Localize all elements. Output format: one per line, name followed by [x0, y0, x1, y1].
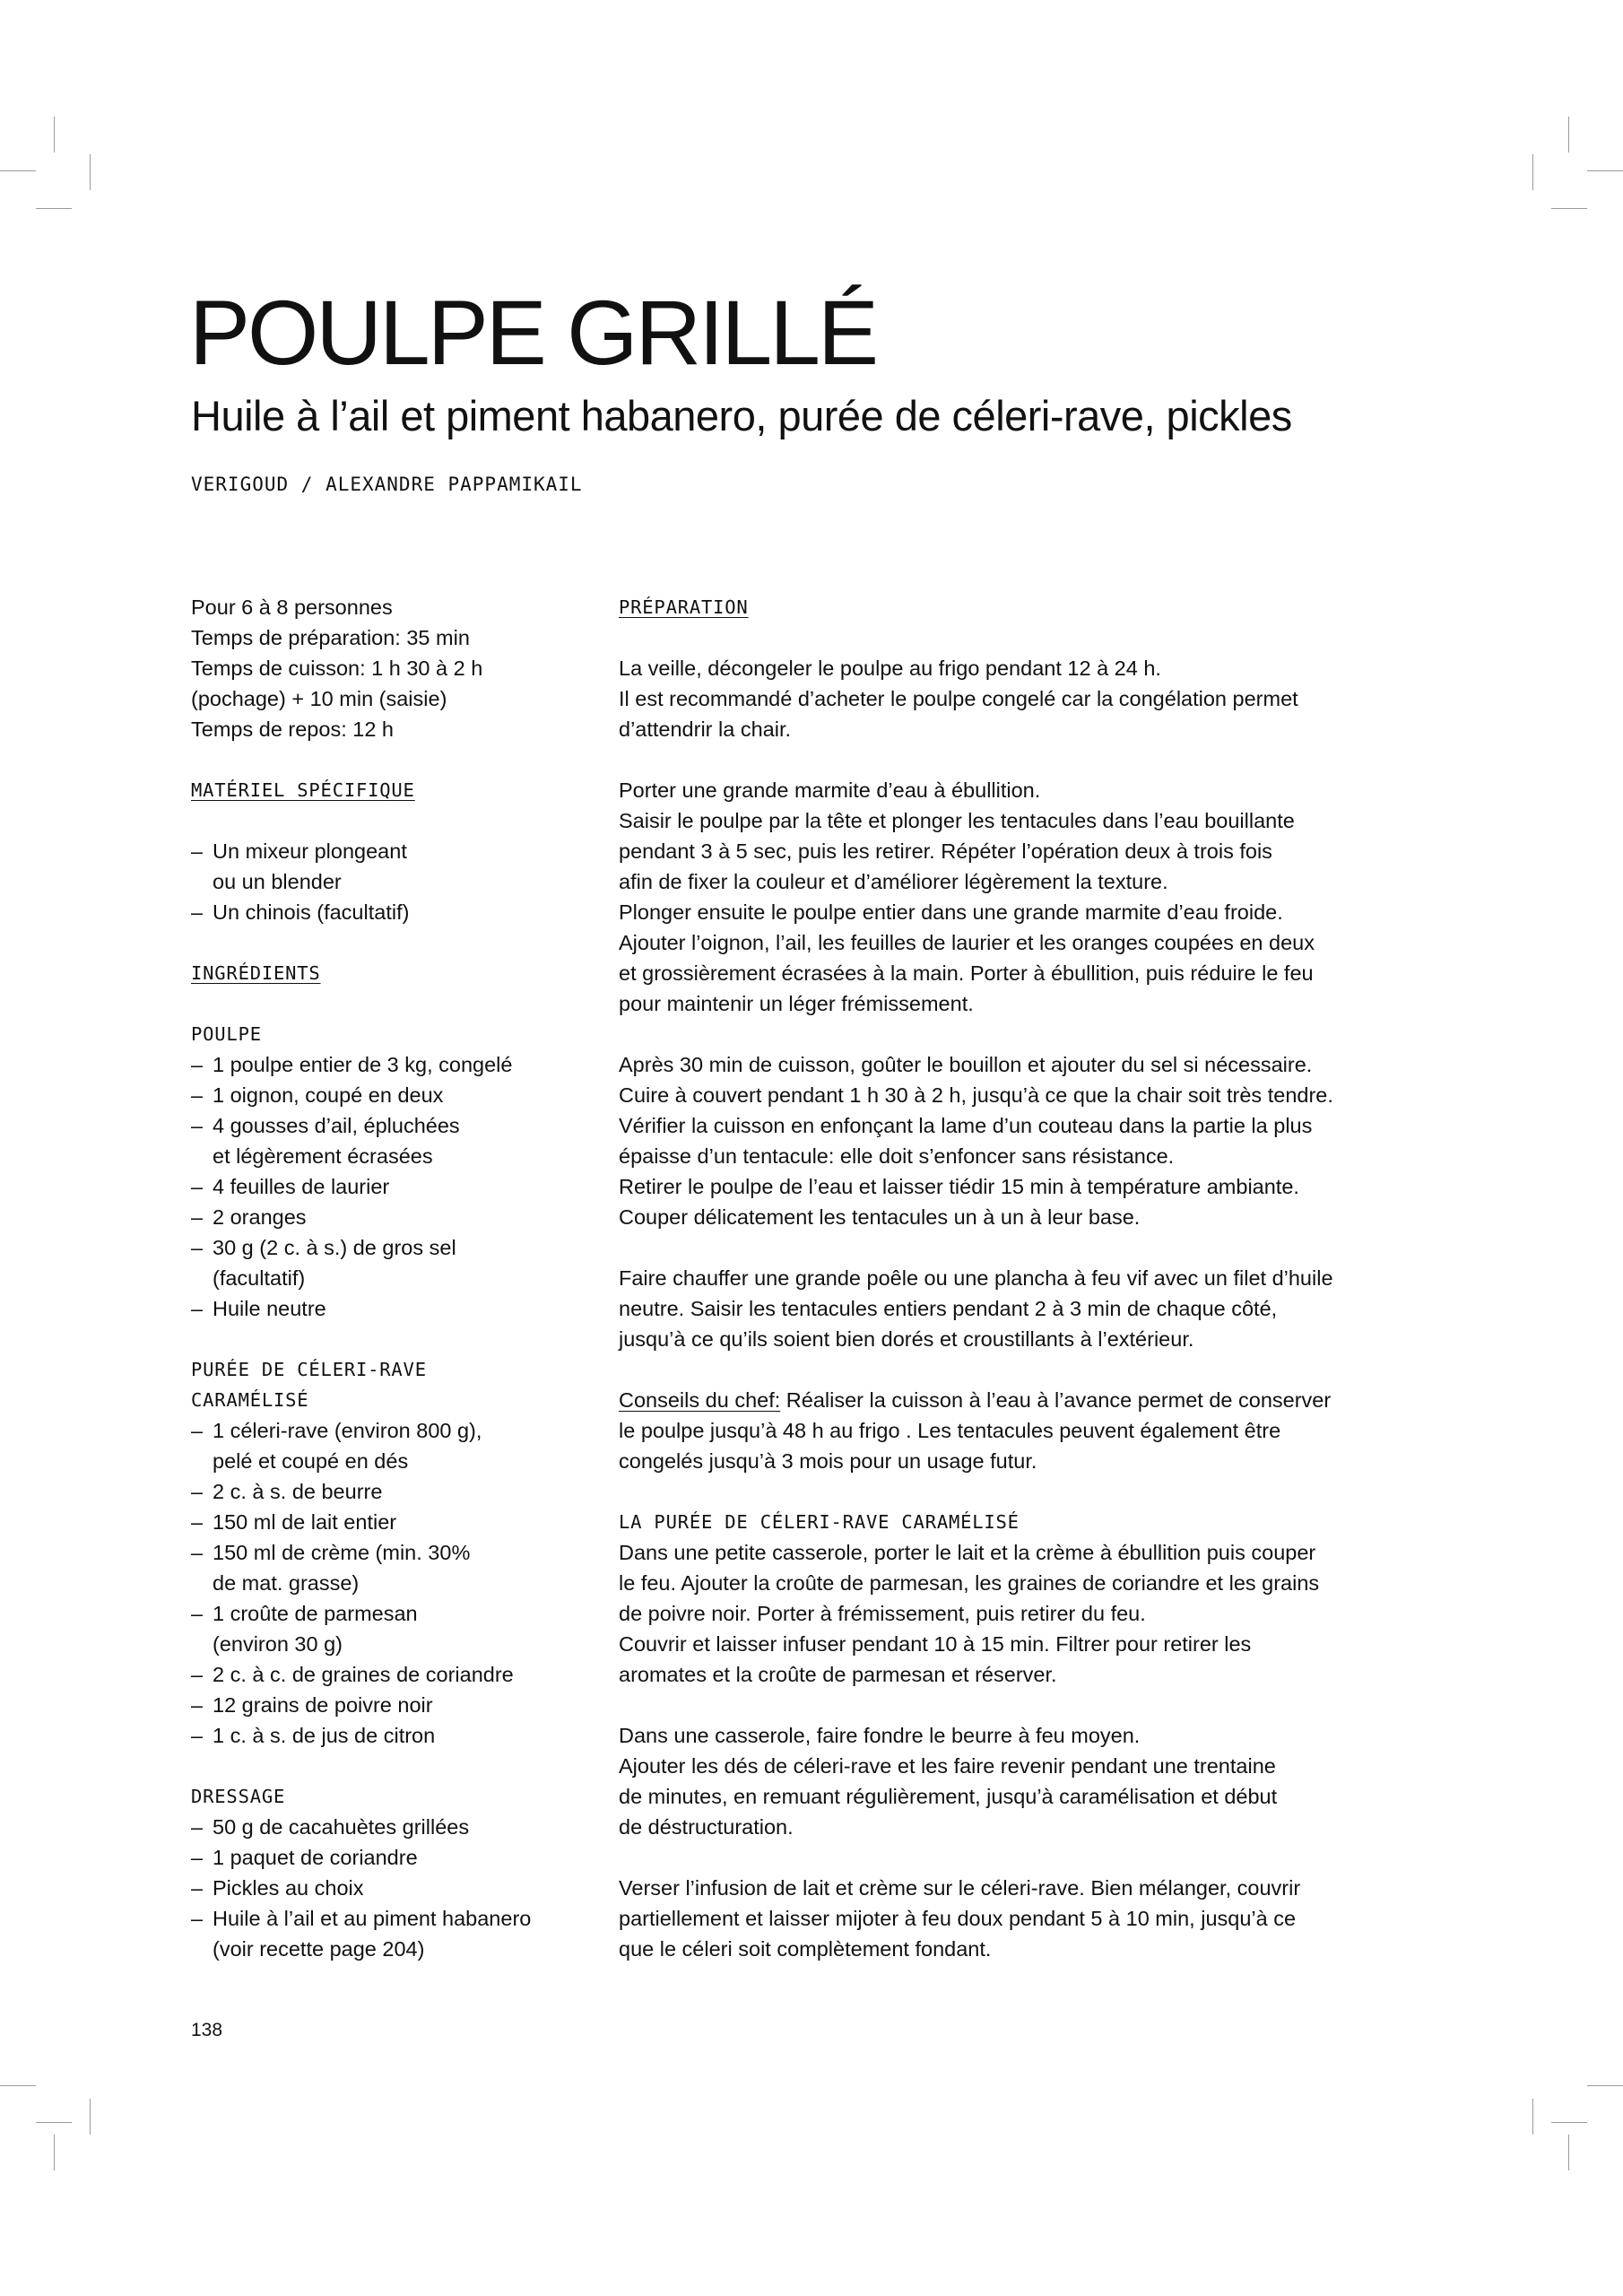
- list-item-text: 1 céleri-rave (environ 800 g),: [213, 1419, 482, 1442]
- list-item-text: Un mixeur plongeant: [213, 839, 407, 863]
- info-cook-time: Temps de cuisson: 1 h 30 à 2 h: [191, 657, 483, 680]
- info-servings: Pour 6 à 8 personnes: [191, 596, 393, 619]
- crop-mark: [0, 170, 36, 171]
- list-dash: –: [191, 839, 204, 863]
- list-item-text: 1 c. à s. de jus de citron: [213, 1724, 436, 1747]
- text-line: Couvrir et laisser infuser pendant 10 à 15 min. Filtrer pour retirer les: [619, 1632, 1252, 1656]
- list-item-text: 2 c. à s. de beurre: [213, 1480, 383, 1503]
- text-line: Après 30 min de cuisson, goûter le bouillon et ajouter du sel si nécessaire.: [619, 1053, 1313, 1076]
- list-item: [191, 897, 595, 927]
- list-item: [191, 1659, 595, 1690]
- text-line: partiellement et laisser mijoter à feu doux pendant 5 à 10 min, jusqu’à ce: [619, 1907, 1297, 1930]
- list-item-text: 4 feuilles de laurier: [213, 1175, 390, 1198]
- text-line: Saisir le poulpe par la tête et plonger les tentacules dans l’eau bouillante: [619, 809, 1295, 832]
- page-number: 138: [191, 2020, 223, 2040]
- crop-mark: [1551, 2122, 1587, 2123]
- list-item: [191, 1690, 595, 1720]
- list-item: [191, 1049, 595, 1080]
- chef-tip: [619, 1385, 1453, 1476]
- text-line: Dans une petite casserole, porter le lait et la crème à ébullition puis couper: [619, 1541, 1316, 1564]
- ingredient-list: [191, 1812, 595, 1964]
- prep-paragraph-cook: [619, 1049, 1453, 1232]
- list-item-text: 2 c. à c. de graines de coriandre: [213, 1663, 514, 1686]
- crop-mark: [54, 117, 55, 152]
- chef-tip-continued: [619, 1415, 1453, 1476]
- list-item-text: (voir recette page 204): [213, 1937, 425, 1961]
- text-line: Couper délicatement les tentacules un à un à leur base.: [619, 1205, 1141, 1229]
- info-prep-time: Temps de préparation: 35 min: [191, 626, 470, 649]
- prep-paragraph-simmer: [619, 1873, 1453, 1964]
- list-item-text: de mat. grasse): [213, 1571, 360, 1595]
- ingredient-group: [191, 1019, 595, 1324]
- text-line: neutre. Saisir les tentacules entiers pendant 2 à 3 min de chaque côté,: [619, 1297, 1278, 1320]
- list-dash: –: [191, 1693, 204, 1717]
- ingredient-group: [191, 1354, 595, 1751]
- list-item-text: ou un blender: [213, 870, 342, 893]
- text-line: Il est recommandé d’acheter le poulpe congelé car la congélation permet: [619, 687, 1298, 710]
- list-dash: –: [191, 1815, 204, 1839]
- crop-mark: [1587, 170, 1623, 171]
- list-item-text: 1 poulpe entier de 3 kg, congelé: [213, 1053, 513, 1076]
- ingredient-groups: [191, 1019, 595, 1964]
- text-line: et grossièrement écrasées à la main. Porter à ébullition, puis réduire le feu: [619, 961, 1314, 985]
- ingredient-group-heading: POULPE: [191, 1023, 262, 1045]
- list-item: [191, 1812, 595, 1842]
- prep-paragraph-caramelize: [619, 1720, 1453, 1842]
- list-dash: –: [191, 1205, 204, 1229]
- crop-mark: [1532, 154, 1533, 190]
- text-line: aromates et la croûte de parmesan et réserver.: [619, 1663, 1057, 1686]
- ingredients-heading: INGRÉDIENTS: [191, 962, 321, 984]
- list-dash: –: [191, 1419, 204, 1442]
- ingredient-list: [191, 1415, 595, 1751]
- list-item: [191, 836, 595, 897]
- ingredient-list: [191, 1049, 595, 1324]
- text-line: pendant 3 à 5 sec, puis les retirer. Répéter l’opération deux à trois fois: [619, 839, 1272, 863]
- ingredient-group: [191, 1781, 595, 1964]
- prep-paragraph-thaw: [619, 653, 1453, 744]
- crop-mark: [90, 2099, 91, 2135]
- list-item: [191, 1171, 595, 1202]
- text-line: épaisse d’un tentacule: elle doit s’enfoncer sans résistance.: [619, 1144, 1175, 1168]
- list-item-text: 150 ml de lait entier: [213, 1510, 397, 1534]
- list-dash: –: [191, 1541, 204, 1564]
- chef-tip-text: Réaliser la cuisson à l’eau à l’avance permet de conserver: [780, 1388, 1332, 1412]
- list-dash: –: [191, 1510, 204, 1534]
- text-line: que le céleri soit complètement fondant.: [619, 1937, 992, 1961]
- text-line: La veille, décongeler le poulpe au frigo pendant 12 à 24 h.: [619, 657, 1161, 680]
- text-line: le poulpe jusqu’à 48 h au frigo . Les tentacules peuvent également être: [619, 1419, 1281, 1442]
- text-line: le feu. Ajouter la croûte de parmesan, les graines de coriandre et les grains: [619, 1571, 1320, 1595]
- list-item-text: (facultatif): [213, 1266, 306, 1290]
- equipment-list: [191, 836, 595, 927]
- preparation-heading: PRÉPARATION: [619, 596, 749, 618]
- text-line: Cuire à couvert pendant 1 h 30 à 2 h, jusqu’à ce que la chair soit très tendre.: [619, 1083, 1333, 1107]
- chef-tip-label: Conseils du chef:: [619, 1388, 781, 1412]
- list-dash: –: [191, 1724, 204, 1747]
- list-dash: –: [191, 1876, 204, 1900]
- ingredient-group-heading: CARAMÉLISÉ: [191, 1389, 309, 1411]
- list-item-text: Huile à l’ail et au piment habanero: [213, 1907, 532, 1930]
- ingredient-group-heading: PURÉE DE CÉLERI-RAVE: [191, 1359, 427, 1380]
- puree-subheading: LA PURÉE DE CÉLERI-RAVE CARAMÉLISÉ: [619, 1511, 1020, 1533]
- text-line: afin de fixer la couleur et d’améliorer légèrement la texture.: [619, 870, 1168, 893]
- list-item-text: 150 ml de crème (min. 30%: [213, 1541, 471, 1564]
- crop-mark: [0, 2085, 36, 2086]
- left-column: [191, 592, 595, 1964]
- text-line: Porter une grande marmite d’eau à ébullition.: [619, 778, 1041, 802]
- list-item-text: 1 oignon, coupé en deux: [213, 1083, 444, 1107]
- list-item: [191, 1476, 595, 1507]
- list-item: [191, 1537, 595, 1598]
- list-item-text: 12 grains de poivre noir: [213, 1693, 433, 1717]
- recipe-authors: VERIGOUD / ALEXANDRE PAPPAMIKAIL: [191, 474, 583, 495]
- list-item: [191, 1903, 595, 1964]
- list-item: [191, 1202, 595, 1232]
- info-rest-time: Temps de repos: 12 h: [191, 718, 394, 741]
- ingredient-group-heading: DRESSAGE: [191, 1786, 286, 1807]
- list-item-text: 30 g (2 c. à s.) de gros sel: [213, 1236, 456, 1259]
- list-dash: –: [191, 1846, 204, 1869]
- list-item: [191, 1293, 595, 1324]
- text-line: pour maintenir un léger frémissement.: [619, 992, 974, 1015]
- text-line: d’attendrir la chair.: [619, 718, 792, 741]
- info-cook-time-detail: (pochage) + 10 min (saisie): [191, 687, 447, 710]
- list-item-text: Huile neutre: [213, 1297, 326, 1320]
- list-item: [191, 1720, 595, 1751]
- list-dash: –: [191, 1083, 204, 1107]
- list-item-text: pelé et coupé en dés: [213, 1449, 409, 1473]
- crop-mark: [1551, 208, 1587, 209]
- list-dash: –: [191, 1175, 204, 1198]
- list-item: [191, 1415, 595, 1476]
- text-line: congelés jusqu’à 3 mois pour un usage futur.: [619, 1449, 1037, 1473]
- list-dash: –: [191, 1053, 204, 1076]
- list-dash: –: [191, 1114, 204, 1137]
- prep-paragraph-sear: [619, 1263, 1453, 1354]
- list-item: [191, 1507, 595, 1537]
- list-item-text: Pickles au choix: [213, 1876, 364, 1900]
- crop-mark: [36, 208, 72, 209]
- list-item-text: 2 oranges: [213, 1205, 307, 1229]
- text-line: Plonger ensuite le poulpe entier dans une grande marmite d’eau froide.: [619, 900, 1283, 924]
- list-item: [191, 1598, 595, 1659]
- list-item-text: (environ 30 g): [213, 1632, 343, 1656]
- text-line: Retirer le poulpe de l’eau et laisser tiédir 15 min à température ambiante.: [619, 1175, 1299, 1198]
- list-item: [191, 1232, 595, 1293]
- list-dash: –: [191, 900, 204, 924]
- prep-paragraph-infuse: [619, 1537, 1453, 1690]
- list-item: [191, 1110, 595, 1171]
- list-item-text: 1 croûte de parmesan: [213, 1602, 418, 1625]
- list-dash: –: [191, 1236, 204, 1259]
- text-line: de poivre noir. Porter à frémissement, puis retirer du feu.: [619, 1602, 1146, 1625]
- text-line: jusqu’à ce qu’ils soient bien dorés et croustillants à l’extérieur.: [619, 1327, 1194, 1351]
- recipe-title: POULPE GRILLÉ: [189, 282, 876, 384]
- list-item: [191, 1080, 595, 1110]
- text-line: Ajouter les dés de céleri-rave et les faire revenir pendant une trentaine: [619, 1754, 1276, 1778]
- crop-mark: [1568, 117, 1569, 152]
- list-item-text: Un chinois (facultatif): [213, 900, 410, 924]
- prep-paragraph-blanch: [619, 775, 1453, 1019]
- text-line: Ajouter l’oignon, l’ail, les feuilles de laurier et les oranges coupées en deux: [619, 931, 1315, 954]
- list-item: [191, 1842, 595, 1873]
- crop-mark: [1532, 2099, 1533, 2135]
- crop-mark: [90, 154, 91, 190]
- text-line: de déstructuration.: [619, 1815, 794, 1839]
- list-dash: –: [191, 1663, 204, 1686]
- crop-mark: [36, 2122, 72, 2123]
- text-line: Faire chauffer une grande poêle ou une plancha à feu vif avec un filet d’huile: [619, 1266, 1333, 1290]
- list-item-text: 4 gousses d’ail, épluchées: [213, 1114, 460, 1137]
- list-item-text: 50 g de cacahuètes grillées: [213, 1815, 470, 1839]
- crop-mark: [1568, 2135, 1569, 2170]
- list-dash: –: [191, 1907, 204, 1930]
- text-line: de minutes, en remuant régulièrement, jusqu’à caramélisation et début: [619, 1785, 1278, 1808]
- list-dash: –: [191, 1480, 204, 1503]
- list-dash: –: [191, 1602, 204, 1625]
- list-item-text: 1 paquet de coriandre: [213, 1846, 418, 1869]
- list-item: [191, 1873, 595, 1903]
- preparation-column: [619, 592, 1453, 1964]
- equipment-heading: MATÉRIEL SPÉCIFIQUE: [191, 779, 415, 801]
- crop-mark: [1587, 2085, 1623, 2086]
- list-dash: –: [191, 1297, 204, 1320]
- text-line: Vérifier la cuisson en enfonçant la lame d’un couteau dans la partie la plus: [619, 1114, 1313, 1137]
- crop-mark: [54, 2135, 55, 2170]
- text-line: Verser l’infusion de lait et crème sur le céleri-rave. Bien mélanger, couvrir: [619, 1876, 1301, 1900]
- text-line: Dans une casserole, faire fondre le beurre à feu moyen.: [619, 1724, 1141, 1747]
- recipe-subtitle: Huile à l’ail et piment habanero, purée de céleri-rave, pickles: [191, 392, 1292, 439]
- recipe-info: [191, 592, 595, 744]
- list-item-text: et légèrement écrasées: [213, 1144, 433, 1168]
